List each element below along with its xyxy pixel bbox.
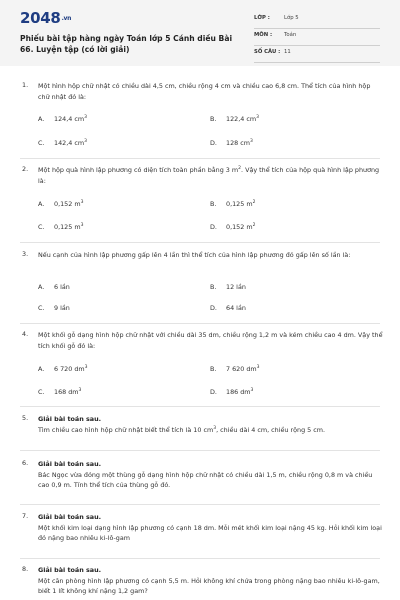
option-unit-exponent: 3 [80,199,84,205]
option-d[interactable] [210,388,253,396]
option-letter: A. [38,115,45,123]
question-text: Một khối kim loại dạng hình lập phương có cạnh 18 dm. Mỗi mét khối kim loại nặng 45 kg. Hỏi khối kim loại đó nặng bao nhiêu ki-lô-gam [38,523,382,542]
meta-row-subject [254,29,380,46]
question-heading: Giải bài toán sau. [38,460,102,468]
option-letter: B. [210,200,217,208]
option-letter: A. [38,283,45,291]
question-number: 7. [22,512,29,520]
option-c[interactable] [38,223,83,231]
divider [20,406,380,407]
option-letter: B. [210,283,217,291]
option-value: 9 lần [54,304,70,312]
divider [20,558,380,559]
question-text-part: Tìm chiều cao hình hộp chữ nhật biết thể tích là 10 cm [38,425,214,434]
meta-row-class [254,12,380,29]
question-text: Nếu cạnh của hình lập phương gấp lên 4 lần thì thể tích của hình lập phương đó gấp lên số lần là: [38,251,351,259]
option-value: 12 lần [226,283,246,291]
option-value: 64 lần [226,304,246,312]
option-a[interactable] [38,115,87,123]
option-a[interactable] [38,200,83,208]
option-letter: A. [38,200,45,208]
meta-row-count [254,46,380,63]
question-heading: Giải bài toán sau. [38,415,102,423]
meta-label: LỚP : [254,15,270,21]
option-unit-exponent: 3 [84,364,88,370]
option-d[interactable] [210,223,255,231]
question-heading: Giải bài toán sau. [38,566,102,574]
question-unit-exponent: 3 [213,425,217,431]
option-unit-exponent: 3 [256,364,260,370]
question-body [38,565,383,597]
option-d[interactable] [210,304,246,312]
option-value: 0,125 m [54,223,81,231]
option-unit-exponent: 3 [78,387,82,393]
option-value: 128 cm [226,139,250,147]
option-value: 142,4 cm [54,139,85,147]
question-number: 4. [22,330,29,338]
option-unit-exponent: 2 [252,222,256,228]
logo-text: 2048 [20,9,61,27]
question-text [38,165,383,186]
question-number: 3. [22,250,29,258]
option-letter: C. [38,139,45,147]
question-number: 8. [22,565,29,573]
option-value: 124,4 cm [54,115,85,123]
question-text: Một hình hộp chữ nhật có chiều dài 4,5 cm, chiều rộng 4 cm và chiều cao 6,8 cm. Thể tích của hình hộp chữ nhật đó là: [38,82,371,101]
question-text-part: , chiều dài 4 cm, chiều rộng 5 cm. [216,425,326,434]
meta-label: SỐ CÂU : [254,49,281,55]
divider [20,158,380,159]
question-text: Bác Ngọc vừa đóng một thùng gỗ dạng hình hộp chữ nhật có chiều dài 1,5 m, chiều rộng 0,8 m và chiều cao 0,9 m. Tính thể tích của thùng gỗ đó. [38,470,373,489]
meta-value: Toán [284,32,297,38]
option-letter: D. [210,223,217,231]
question-text-part: . Vậy thể tích của hộp quà hình lập phương là: [38,166,380,185]
question-number: 2. [22,165,29,173]
option-value: 0,152 m [54,200,81,208]
option-c[interactable] [38,304,70,312]
divider [20,504,380,505]
option-unit-exponent: 3 [256,114,259,120]
site-logo[interactable] [20,9,71,27]
worksheet-meta [254,12,380,63]
meta-label: MÔN : [254,32,273,38]
question-number: 6. [22,459,29,467]
meta-value: 11 [284,49,291,55]
question-text: Một căn phòng hình lập phương có cạnh 5,5 m. Hỏi không khí chứa trong phòng nặng bao nhiêu ki-lô-gam, biết 1 lít không khí nặng 1,2 gam? [38,576,380,595]
option-unit-exponent: 3 [84,114,87,120]
option-b[interactable] [210,283,246,291]
worksheet-title: Phiếu bài tập hàng ngày Toán lớp 5 Cánh diều Bài 66. Luyện tập (có lời giải) [20,34,233,54]
option-unit-exponent: 3 [250,387,254,393]
option-c[interactable] [38,388,81,396]
question-body [38,512,383,544]
logo-domain: .vn [61,15,72,22]
option-letter: B. [210,365,217,373]
worksheet-header [0,0,400,66]
option-letter: A. [38,365,45,373]
option-value: 6 lần [54,283,70,291]
option-value: 186 dm [226,388,251,396]
divider [20,242,380,243]
question-text: Một khối gỗ dạng hình hộp chữ nhật với chiều dài 35 dm, chiều rộng 1,2 m và kém chiều cao 4 dm. Vậy thể tích khối gỗ đó là: [38,331,383,350]
question-text-part: Một hộp quà hình lập phương có diện tích toàn phần bằng 3 m [38,166,239,174]
option-letter: D. [210,304,217,312]
option-value: 168 dm [54,388,79,396]
question-number: 1. [22,81,29,89]
option-unit-exponent: 3 [84,138,87,144]
question-body [38,414,383,435]
option-value: 0,152 m [226,223,253,231]
option-a[interactable] [38,365,87,373]
option-letter: B. [210,115,217,123]
option-letter: D. [210,388,217,396]
option-c[interactable] [38,139,87,147]
option-b[interactable] [210,115,259,123]
option-unit-exponent: 3 [249,138,253,144]
question-heading: Giải bài toán sau. [38,513,102,521]
divider [20,323,380,324]
option-letter: C. [38,388,45,396]
option-value: 122,4 cm [226,115,257,123]
option-d[interactable] [210,139,253,147]
option-value: 0,125 m [226,200,253,208]
option-letter: C. [38,223,45,231]
option-unit-exponent: 2 [252,199,256,205]
option-letter: C. [38,304,45,312]
question-number: 5. [22,414,29,422]
option-b[interactable] [210,200,255,208]
option-unit-exponent: 3 [80,222,84,228]
question-unit-exponent: 2 [238,165,242,171]
option-letter: D. [210,139,217,147]
divider [20,450,380,451]
meta-value: Lớp 5 [284,15,299,21]
option-a[interactable] [38,283,70,291]
question-body [38,459,383,491]
option-b[interactable] [210,365,259,373]
option-value: 7 620 dm [226,365,257,373]
option-value: 6 720 dm [54,365,85,373]
